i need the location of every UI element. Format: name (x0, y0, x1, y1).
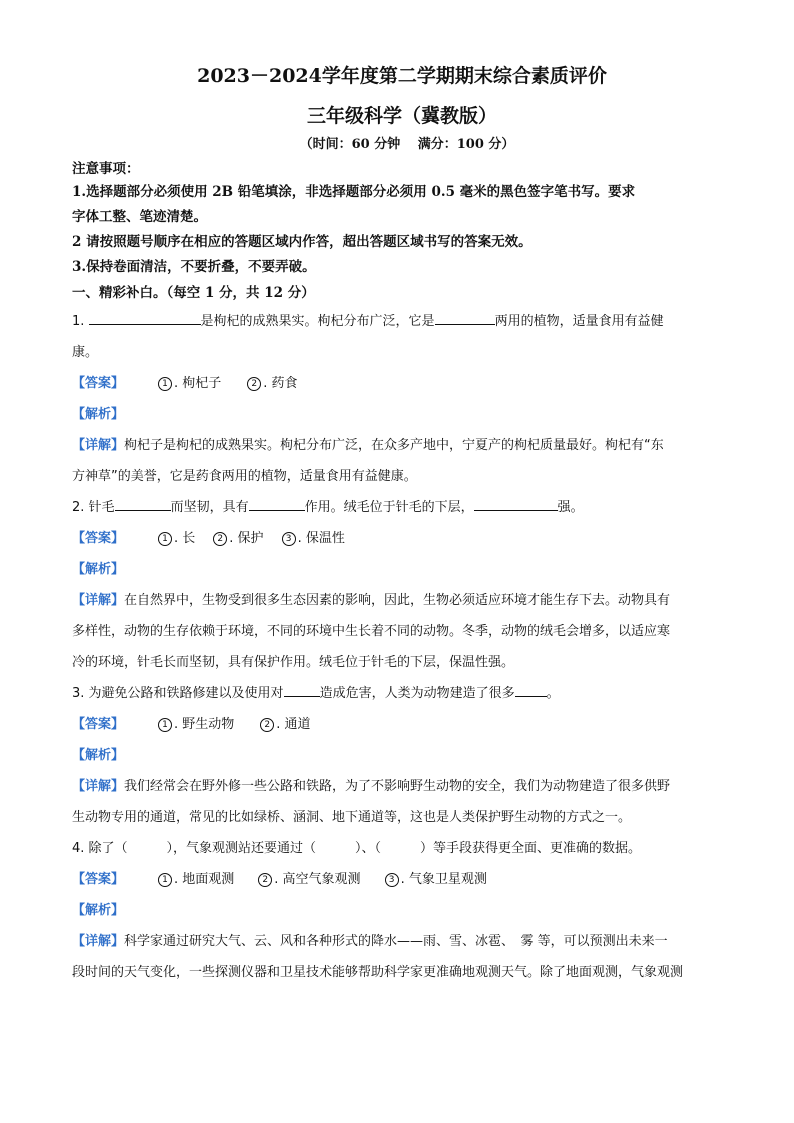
answer-item: 1 . 长 (158, 523, 195, 554)
answer-label: 【答案】 (72, 872, 125, 887)
answer-item: 2 . 保护 (213, 523, 263, 554)
notice-item: 1.选择题部分必须使用 2B 铅笔填涂，非选择题部分必须用 0.5 毫米的黑色签字笔书写。要求 (72, 184, 636, 200)
detail-label: 【详解】 (72, 438, 125, 453)
analysis-row (72, 554, 722, 585)
question-4: 4. 除了（ ），气象观测站还要通过（ ）、（ ）等手段获得更全面、更准确的数据。 (72, 841, 642, 856)
analysis-label: 【解析】 (72, 748, 125, 763)
section-heading: 一、精彩补白。（每空 1 分，共 12 分） (72, 285, 315, 301)
page-title: 2023－2024学年度第二学期期末综合素质评价 (197, 65, 607, 87)
notice-item: 字体工整、笔迹清楚。 (72, 209, 207, 225)
analysis-label: 【解析】 (72, 903, 125, 918)
analysis-row (72, 399, 722, 430)
notice-block (72, 159, 722, 280)
answer-row (72, 523, 722, 554)
page-subtitle: 三年级科学（冀教版） (306, 105, 497, 127)
answer-label: 【答案】 (72, 376, 125, 391)
answer-item: 2 . 通道 (260, 709, 310, 740)
analysis-row (72, 740, 722, 771)
detail-text: 【详解】在自然界中，生物受到很多生态因素的影响，因此，生物必须适应环境才能生存下去。动物具有 (72, 585, 722, 616)
answer-row (72, 709, 722, 740)
answer-blank (115, 496, 171, 511)
detail-text: 冷的环境，针毛长而坚韧，具有保护作用。绒毛位于针毛的下层，保温性强。 (72, 655, 515, 670)
detail-text: 段时间的天气变化，一些探测仪器和卫星技术能够帮助科学家更准确地观测天气。除了地面观测，气象观测 (72, 965, 684, 980)
answer-label: 【答案】 (72, 531, 125, 546)
exam-page (72, 62, 722, 988)
question-3: 3. 为避免公路和铁路修建以及使用对 造成危害，人类为动物建造了很多 。 (72, 678, 722, 709)
analysis-label: 【解析】 (72, 407, 125, 422)
detail-label: 【详解】 (72, 934, 125, 949)
answer-item: 2 . 药食 (247, 368, 297, 399)
question-1-cont: 康。 (72, 345, 99, 360)
answer-item: 1 . 地面观测 (158, 864, 234, 895)
answer-blank (284, 682, 320, 697)
question-2: 2. 针毛 而坚韧，具有 作用。绒毛位于针毛的下层， 强。 (72, 492, 722, 523)
question-1: 1. 是枸杞的成熟果实。枸杞分布广泛，它是 两用的植物，适量食用有益健 (72, 306, 722, 337)
answer-item: 1 . 野生动物 (158, 709, 234, 740)
answer-blank (515, 682, 547, 697)
answer-blank (435, 310, 495, 325)
detail-label: 【详解】 (72, 779, 125, 794)
answer-item: 1 . 枸杞子 (158, 368, 221, 399)
detail-text: 方神草”的美誉，它是药食两用的植物，适量食用有益健康。 (72, 469, 417, 484)
detail-text: 多样性，动物的生存依赖于环境，不同的环境中生长着不同的动物。冬季，动物的绒毛会增多，以适应寒 (72, 624, 671, 639)
detail-label: 【详解】 (72, 593, 125, 608)
detail-text: 【详解】科学家通过研究大气、云、风和各种形式的降水——雨、雪、冰雹、 雾 等，可以预测出未来一 (72, 926, 722, 957)
answer-item: 2 . 高空气象观测 (258, 864, 360, 895)
answer-row (72, 368, 722, 399)
notice-item: 3.保持卷面清洁，不要折叠，不要弄破。 (72, 259, 316, 275)
answer-blank (474, 496, 558, 511)
notice-heading: 注意事项： (72, 161, 140, 177)
detail-text: 【详解】枸杞子是枸杞的成熟果实。枸杞分布广泛，在众多产地中，宁夏产的枸杞质量最好。枸杞有“东 (72, 430, 722, 461)
answer-item: 3 . 保温性 (282, 523, 345, 554)
answer-item: 3 . 气象卫星观测 (385, 864, 487, 895)
detail-text: 生动物专用的通道，常见的比如绿桥、涵洞、地下通道等，这也是人类保护野生动物的方式之一。 (72, 810, 632, 825)
analysis-row (72, 895, 722, 926)
notice-item: 2 请按照题号顺序在相应的答题区域内作答，超出答题区域书写的答案无效。 (72, 234, 532, 250)
exam-meta: （时间：60 分钟 满分：100 分） (299, 137, 515, 152)
answer-blank (249, 496, 305, 511)
detail-text: 【详解】我们经常会在野外修一些公路和铁路，为了不影响野生动物的安全，我们为动物建造了很多供野 (72, 771, 722, 802)
answer-label: 【答案】 (72, 717, 125, 732)
answer-row (72, 864, 722, 895)
analysis-label: 【解析】 (72, 562, 125, 577)
answer-blank (89, 310, 201, 325)
